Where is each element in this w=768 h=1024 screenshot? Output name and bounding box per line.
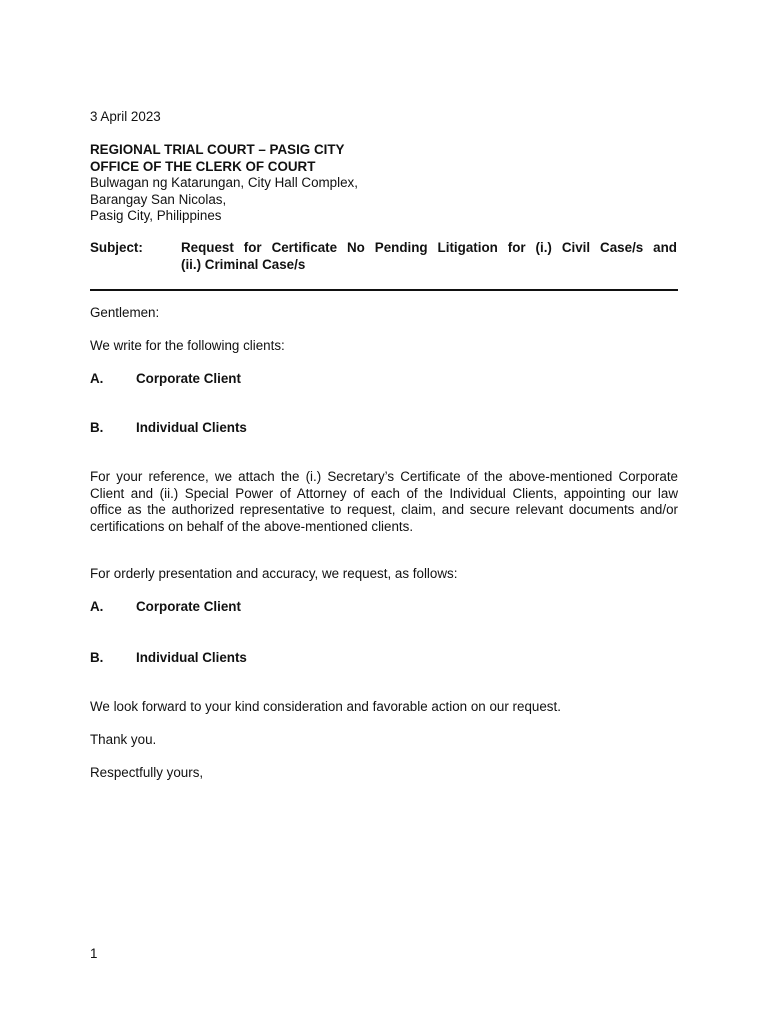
reference-paragraph <box>90 469 678 535</box>
subject-line: Request for Certificate No Pending Litigation for (i.) Civil Case/s and <box>181 240 677 255</box>
subject-text <box>181 240 677 273</box>
addressee-block <box>90 142 358 225</box>
section-heading: Corporate Client <box>136 599 241 614</box>
section-letter: A. <box>90 371 104 386</box>
request-intro: For orderly presentation and accuracy, we request, as follows: <box>90 566 458 581</box>
page-number: 1 <box>90 946 98 961</box>
intro-text: We write for the following clients: <box>90 338 285 353</box>
section-heading: Individual Clients <box>136 420 247 435</box>
section-heading: Individual Clients <box>136 650 247 665</box>
paragraph-line: For your reference, we attach the (i.) Secretary’s Certificate of the above-mentioned Corporate <box>90 469 678 484</box>
subject-divider <box>90 289 678 291</box>
paragraph-line: Client and (ii.) Special Power of Attorney of each of the Individual Clients, appointing our law <box>90 485 678 501</box>
salutation: Gentlemen: <box>90 305 160 320</box>
section-letter: B. <box>90 650 104 665</box>
paragraph-line: office as the authorized representative to request, claim, and secure relevant documents and/or <box>90 502 678 517</box>
section-letter: A. <box>90 599 104 614</box>
address-line: Pasig City, Philippines <box>90 208 222 223</box>
address-line: Barangay San Nicolas, <box>90 191 227 207</box>
sign-off: Respectfully yours, <box>90 765 204 780</box>
closing-paragraph: We look forward to your kind consideration and favorable action on our request. <box>90 699 561 714</box>
subject-label: Subject: <box>90 240 143 255</box>
office-name: OFFICE OF THE CLERK OF COURT <box>90 158 316 174</box>
section-letter: B. <box>90 420 104 435</box>
subject-line: (ii.) Criminal Case/s <box>181 256 306 272</box>
section-heading: Corporate Client <box>136 371 241 386</box>
thanks-text: Thank you. <box>90 732 157 747</box>
address-line: Bulwagan ng Katarungan, City Hall Complex, <box>90 175 358 190</box>
paragraph-line: certifications on behalf of the above-mentioned clients. <box>90 518 414 534</box>
court-name: REGIONAL TRIAL COURT – PASIG CITY <box>90 142 345 157</box>
letter-date: 3 April 2023 <box>90 109 161 124</box>
